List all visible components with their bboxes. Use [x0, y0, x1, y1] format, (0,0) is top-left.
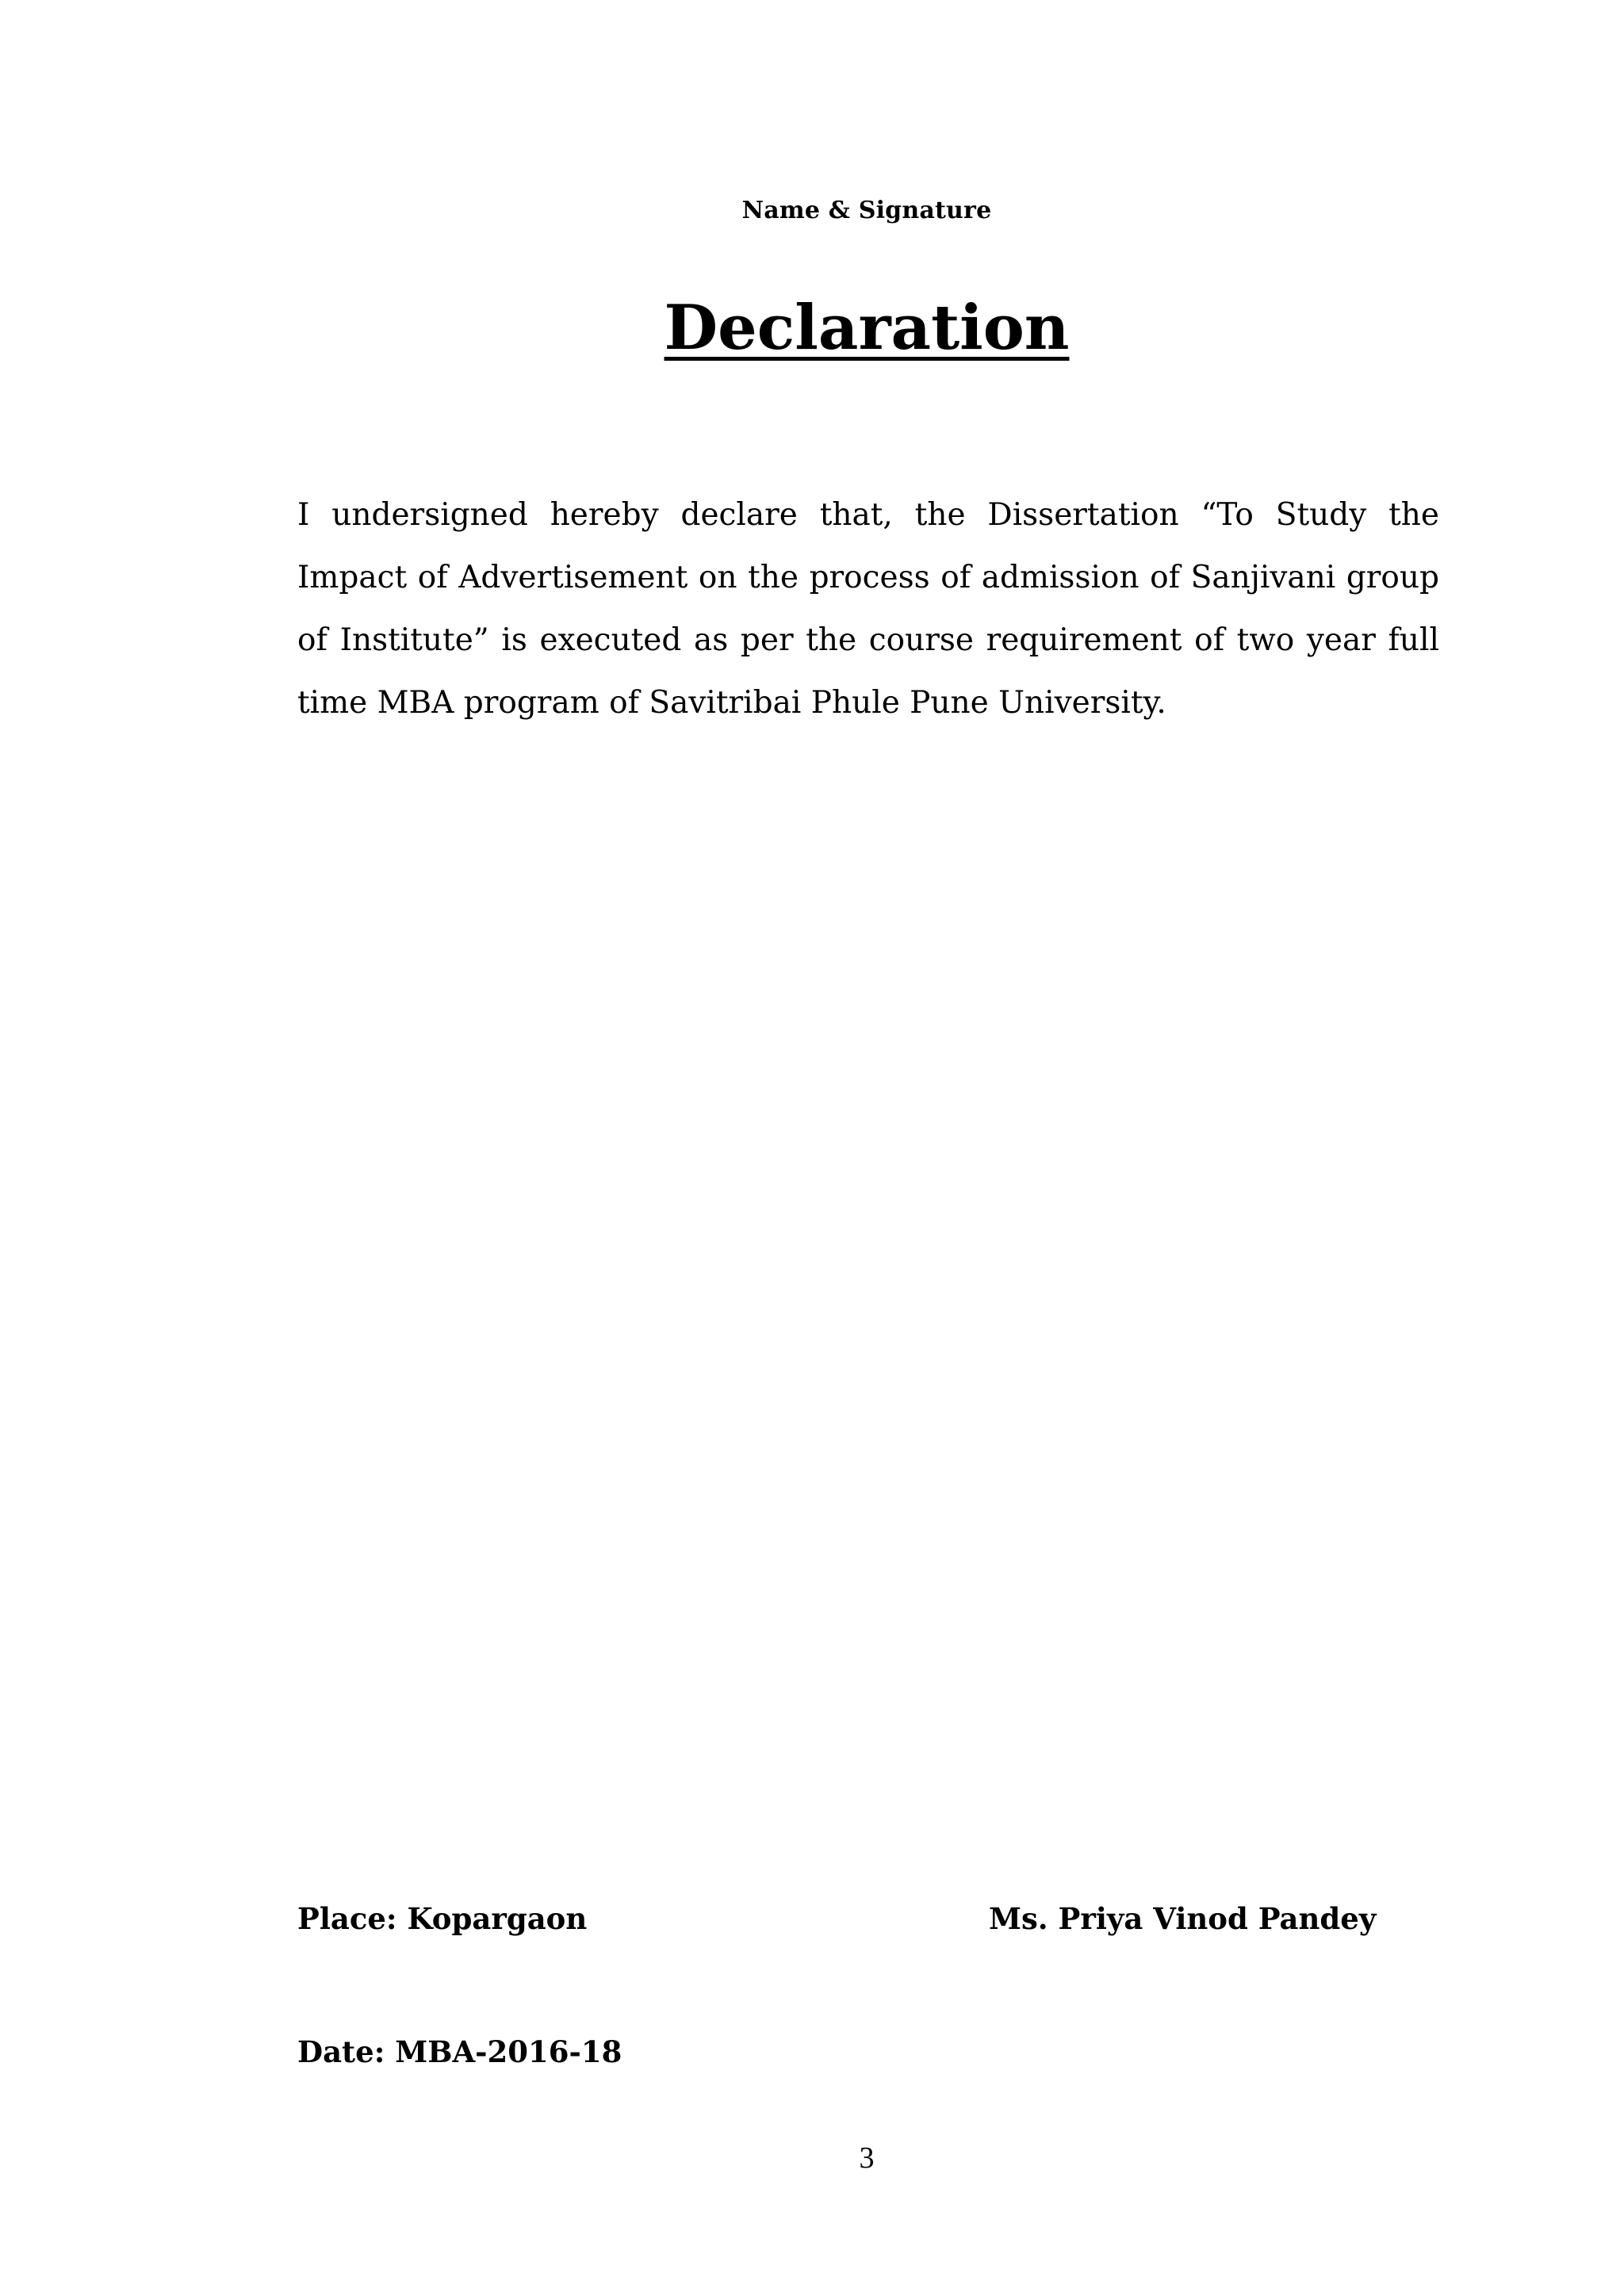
name-signature-label: Name & Signature — [741, 197, 992, 224]
page-title: Declaration — [664, 292, 1070, 364]
page-number: 3 — [859, 2141, 875, 2175]
declaration-paragraph: I undersigned hereby declare that, the Dissertation “To Study the Impact of Advertisement on the process of admission of Sanjivani group of Institute” is executed as per the course requirement of two year full time MBA program of Savitribai Phule Pune University. — [297, 497, 1439, 721]
date-label: Date: MBA-2016-18 — [297, 2034, 622, 2069]
place-label: Place: Kopargaon — [297, 1901, 588, 1936]
student-name: Ms. Priya Vinod Pandey — [989, 1901, 1377, 1936]
